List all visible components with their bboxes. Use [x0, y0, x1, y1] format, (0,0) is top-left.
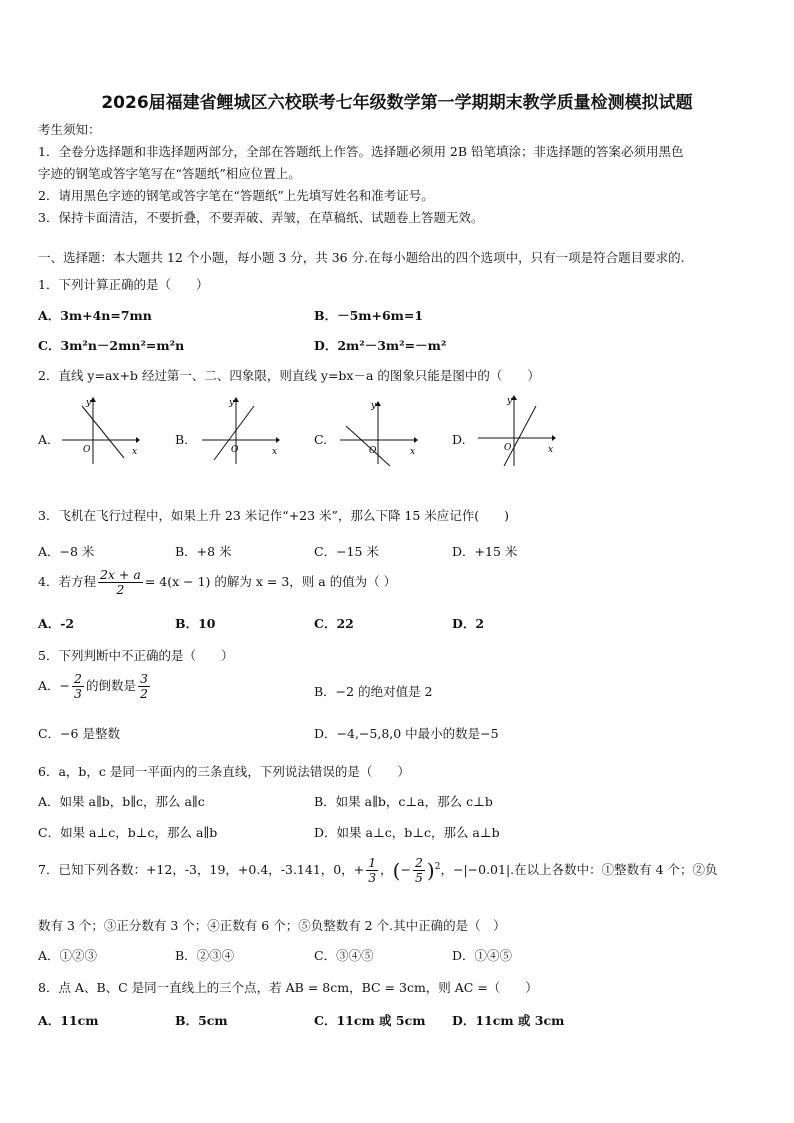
q7-den-2: 5 — [414, 870, 423, 885]
notice-item-2: 2．请用黑色字迹的钢笔或答字笔在“答题纸”上先填写姓名和准考证号。 — [38, 188, 434, 203]
q3-stem: 3．飞机在飞行过程中，如果上升 23 米记作“+23 米”，那么下降 15 米应记作( ) — [38, 508, 510, 523]
q7-stem-line2: 数有 3 个；③正分数有 3 个；④正数有 6 个；⑤负整数有 2 个.其中正确的是（ ） — [38, 918, 506, 933]
q3-option-a[interactable]: A．−8 米 — [38, 544, 95, 559]
q6-option-c[interactable]: C．如果 a⊥c，b⊥c，那么 a∥b — [38, 825, 218, 840]
q2d-y-label: y — [507, 396, 513, 406]
q6-stem: 6．a，b，c 是同一平面内的三条直线，下列说法错误的是（ ） — [38, 764, 410, 779]
q3-option-d[interactable]: D．+15 米 — [452, 544, 518, 559]
q7-num-1: 1 — [368, 855, 377, 870]
page-title: 2026届福建省鲤城区六校联考七年级数学第一学期期末教学质量检测模拟试题 — [101, 93, 693, 113]
notice-item-1b: 字迹的钢笔或答字笔写在“答题纸”相应位置上。 — [38, 166, 301, 181]
q5-option-d[interactable]: D．−4,−5,8,0 中最小的数是−5 — [314, 726, 499, 741]
section-heading: 一、选择题：本大题共 12 个小题，每小题 3 分，共 36 分.在每小题给出的四个选项中，只有一项是符合题目要求的. — [38, 250, 685, 265]
q2a-x-label: x — [132, 447, 138, 457]
q6-option-d[interactable]: D．如果 a⊥c，b⊥c，那么 a⊥b — [314, 825, 500, 840]
q2a-origin-label: O — [83, 445, 91, 455]
q6-option-a[interactable]: A．如果 a∥b，b∥c，那么 a∥c — [38, 794, 205, 809]
q5a-den-1: 3 — [74, 686, 82, 701]
q5-option-c[interactable]: C．−6 是整数 — [38, 726, 120, 741]
q4-fraction — [98, 568, 143, 597]
q4-rest: = 4(x − 1) 的解为 x = 3，则 a 的值为（ ） — [144, 574, 397, 589]
q4-option-a[interactable]: A．-2 — [38, 616, 75, 631]
q2c-y-label: y — [371, 401, 377, 411]
q8-option-a[interactable]: A．11cm — [38, 1013, 99, 1028]
q7-option-c[interactable]: C．③④⑤ — [314, 948, 374, 963]
q4-option-b[interactable]: B．10 — [175, 616, 216, 631]
q2d-x-label: x — [548, 445, 554, 455]
q2-option-b-label[interactable]: B. — [175, 432, 189, 447]
q7-option-b[interactable]: B．②③④ — [175, 948, 235, 963]
q4-stem — [38, 568, 396, 597]
q2-option-d-label[interactable]: D. — [452, 432, 466, 447]
q2-stem: 2．直线 y=ax+b 经过第一、二、四象限，则直线 y=bx－a 的图象只能是图中的（ ） — [38, 368, 540, 383]
q5a-fraction-1 — [72, 672, 84, 701]
q7-num-2: 2 — [414, 855, 423, 870]
q2d-origin-label: O — [504, 443, 512, 453]
q2b-y-label: y — [229, 398, 235, 408]
q5a-fraction-2 — [138, 672, 150, 701]
q1-option-d[interactable]: D．2m²－3m²=－m² — [314, 338, 447, 353]
q2-option-a-label[interactable]: A. — [38, 432, 52, 447]
q3-option-c[interactable]: C．−15 米 — [314, 544, 379, 559]
q1-option-c[interactable]: C．3m²n－2mn²=m²n — [38, 338, 185, 353]
q8-option-b[interactable]: B．5cm — [175, 1013, 228, 1028]
q5a-prefix: A．− — [38, 678, 71, 693]
q2c-origin-label: O — [369, 446, 377, 456]
q7-fraction-1 — [366, 856, 378, 885]
q4-option-c[interactable]: C．22 — [314, 616, 354, 631]
q7-fraction-2 — [413, 856, 425, 885]
q7-option-a[interactable]: A．①②③ — [38, 948, 98, 963]
q8-stem: 8．点 A、B、C 是同一直线上的三个点，若 AB = 8cm，BC = 3cm，则 AC =（ ） — [38, 980, 538, 995]
q2c-x-label: x — [410, 447, 416, 457]
q4-option-d[interactable]: D．2 — [452, 616, 485, 631]
notice-item-1: 1．全卷分选择题和非选择题两部分，全部在答题纸上作答。选择题必须用 2B 铅笔填涂；非选择题的答案必须用黑色 — [38, 144, 684, 159]
q4-fraction-den: 2 — [116, 582, 125, 597]
q7-prefix: 7．已知下列各数：+12，-3，19，+0.4，-3.141，0，+ — [38, 862, 365, 877]
q8-option-c[interactable]: C．11cm 或 5cm — [314, 1013, 426, 1028]
q2b-origin-label: O — [231, 445, 239, 455]
q5-stem: 5．下列判断中不正确的是（ ） — [38, 648, 234, 663]
q6-option-b[interactable]: B．如果 a∥b，c⊥a，那么 c⊥b — [314, 794, 493, 809]
q5-option-b[interactable]: B．−2 的绝对值是 2 — [314, 684, 433, 699]
q7-stem: 7．已知下列各数：+12，-3，19，+0.4，-3.141，0，+ $\frac{1}{3}$ ，(− $\frac{2}{5}$ )$^2$，−|−0.01|.在以上各数中：①整数有 4 个；②负 — [38, 855, 718, 885]
q4-fraction-num: 2x + a — [99, 567, 141, 582]
q2a-y-label: y — [86, 398, 92, 408]
notice-heading: 考生须知： — [38, 122, 101, 137]
q5a-num-2: 3 — [139, 671, 148, 686]
q7-tail: ，−|−0.01|.在以上各数中：①整数有 4 个；②负 — [440, 862, 718, 877]
q2-graph-d[interactable] — [476, 394, 556, 472]
q7-den-1: 3 — [368, 870, 377, 885]
q8-option-d[interactable]: D．11cm 或 3cm — [452, 1013, 565, 1028]
q2b-x-label: x — [272, 447, 278, 457]
q2-graph-a[interactable] — [60, 396, 140, 470]
q7-option-d[interactable]: D．①④⑤ — [452, 948, 513, 963]
q3-option-b[interactable]: B．+8 米 — [175, 544, 232, 559]
q5-option-a[interactable] — [38, 672, 152, 701]
q1-option-a[interactable]: A．3m+4n=7mn — [38, 308, 152, 323]
q2-option-c-label[interactable]: C. — [314, 432, 328, 447]
notice-item-3: 3．保持卡面清洁，不要折叠，不要弄破、弄皱，在草稿纸、试题卷上答题无效。 — [38, 210, 484, 225]
q1-stem: 1．下列计算正确的是（ ） — [38, 277, 209, 292]
q5a-mid: 的倒数是 — [85, 678, 136, 693]
q2-graph-b[interactable] — [200, 396, 280, 470]
q1-option-b[interactable]: B．－5m+6m=1 — [314, 308, 424, 323]
q4-prefix: 4．若方程 — [38, 574, 96, 589]
q5a-den-2: 2 — [139, 686, 148, 701]
q2-graph-c[interactable] — [338, 396, 418, 470]
q5a-num-1: 2 — [74, 671, 82, 686]
